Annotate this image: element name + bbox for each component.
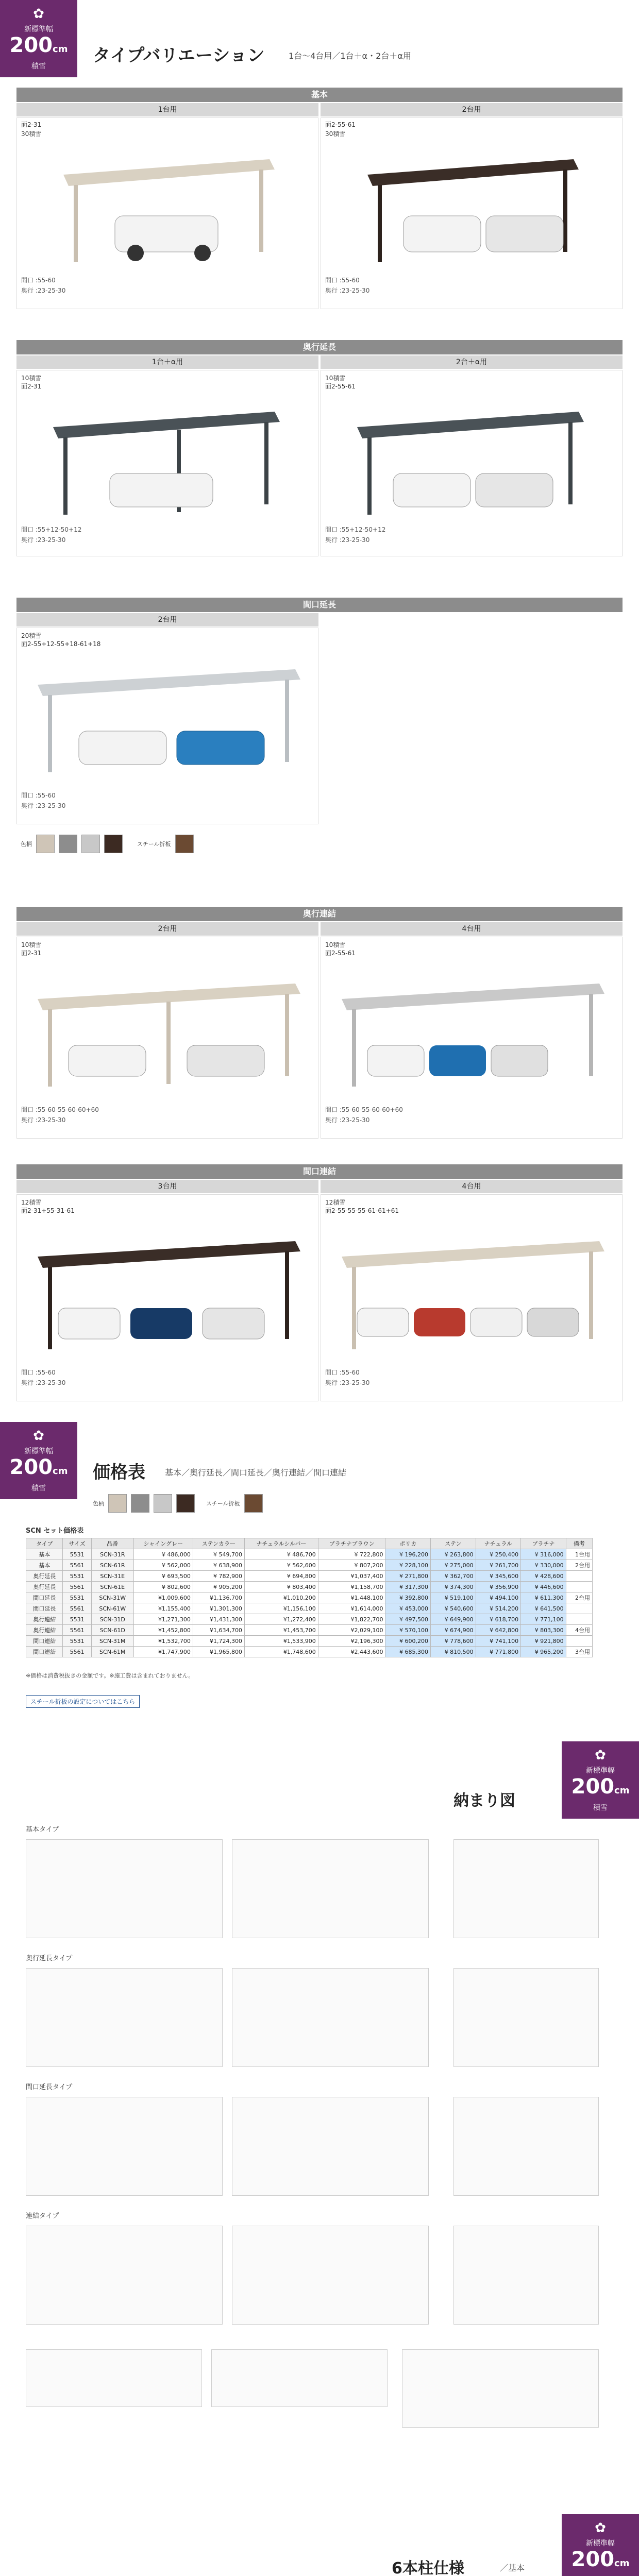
table-row <box>26 1625 593 1636</box>
table-cell: ¥1,747,900 <box>133 1647 193 1657</box>
snow-tag: 30積雪 <box>21 130 42 138</box>
table-cell: ¥ 392,800 <box>385 1592 431 1603</box>
table-cell: ¥1,010,200 <box>244 1592 318 1603</box>
meta-width: 間口 :55-60 <box>21 277 56 284</box>
table-cell: ¥ 196,200 <box>385 1549 431 1560</box>
table-header: シャイングレー <box>133 1538 193 1549</box>
carport-illustration <box>357 139 584 267</box>
table-cell: ¥ 562,000 <box>133 1560 193 1571</box>
badge-width: 200cm <box>9 33 68 57</box>
table-cell: ¥1,156,100 <box>244 1603 318 1614</box>
table-header: 備考 <box>566 1538 592 1549</box>
color-label: 色柄 <box>93 1500 104 1507</box>
table-cell: 5561 <box>63 1625 91 1636</box>
badge-width: 200cm <box>571 2548 630 2571</box>
table-cell: 5561 <box>63 1560 91 1571</box>
detail-diagram <box>402 2349 599 2428</box>
table-cell <box>566 1636 592 1647</box>
table-cell: ¥1,453,700 <box>244 1625 318 1636</box>
col-kihon-2: 2台用 <box>321 103 623 116</box>
table-cell: ¥1,452,800 <box>133 1625 193 1636</box>
meta-width: 間口 :55-60-55-60-60+60 <box>325 1106 403 1113</box>
section-label: 連結タイプ <box>26 2212 59 2220</box>
meta-depth: 奥行 :23-25-30 <box>21 1116 66 1124</box>
table-cell: ¥ 570,100 <box>385 1625 431 1636</box>
meta-depth: 奥行 :23-25-30 <box>325 1116 370 1124</box>
spec-table <box>26 2349 202 2407</box>
table-row <box>26 1614 593 1625</box>
badge-width: 200cm <box>571 1775 630 1799</box>
table-cell: ¥1,155,400 <box>133 1603 193 1614</box>
table-cell: 1台用 <box>566 1549 592 1560</box>
carport-illustration <box>337 1226 610 1360</box>
table-cell: ¥ 514,200 <box>476 1603 521 1614</box>
panel-kihon-2 <box>321 117 623 309</box>
table-row <box>26 1647 593 1657</box>
table-cell: ¥1,271,300 <box>133 1614 193 1625</box>
table-cell: ¥ 803,400 <box>244 1582 318 1592</box>
table-cell: ¥ 428,600 <box>521 1571 566 1582</box>
size-code: 面2-55+12-55+18-61+18 <box>21 640 101 648</box>
table-cell <box>566 1614 592 1625</box>
meta-width: 間口 :55-60 <box>325 277 360 284</box>
band-maguchi-renketsu: 間口連結 <box>16 1164 623 1179</box>
plan-diagram <box>232 2226 429 2325</box>
meta-width: 間口 :55-60 <box>21 792 56 799</box>
meta-depth: 奥行 :23-25-30 <box>325 536 370 544</box>
steel-roof-link[interactable]: スチール折板の設定についてはこちら <box>26 1695 140 1708</box>
meta-depth: 奥行 :23-25-30 <box>21 536 66 544</box>
table-cell: ¥ 642,800 <box>476 1625 521 1636</box>
badge-label: 新標準幅 <box>586 2539 615 2548</box>
table-cell: ¥1,614,000 <box>318 1603 385 1614</box>
panel-okuyuki-2 <box>321 370 623 556</box>
snow-tag: 12積雪 <box>325 1199 346 1206</box>
snowflake-icon: ✿ <box>33 6 44 22</box>
table-cell: ¥ 693,500 <box>133 1571 193 1582</box>
section-label: 基本タイプ <box>26 1826 59 1834</box>
table-cell: SCN-61E <box>91 1582 133 1592</box>
table-cell: ¥ 694,800 <box>244 1571 318 1582</box>
swatch-steel[interactable] <box>175 835 194 853</box>
table-cell: 間口連結 <box>26 1647 63 1657</box>
meta-width: 間口 :55+12-50+12 <box>325 526 386 533</box>
table-cell: ¥ 494,100 <box>476 1592 521 1603</box>
panel-or-1 <box>16 937 318 1139</box>
table-cell: SCN-61M <box>91 1647 133 1657</box>
table-cell: 基本 <box>26 1549 63 1560</box>
detail-diagram <box>453 2226 599 2325</box>
table-cell: SCN-31M <box>91 1636 133 1647</box>
swatch-platinum-brown[interactable] <box>104 835 123 853</box>
swatch-sten[interactable] <box>59 835 77 853</box>
table-cell: ¥ 965,200 <box>521 1647 566 1657</box>
table-cell: ¥1,272,400 <box>244 1614 318 1625</box>
six-post-tag: ／基本 <box>500 2563 525 2573</box>
snowflake-icon: ✿ <box>595 2520 606 2536</box>
table-cell: ¥1,965,800 <box>193 1647 244 1657</box>
carport-illustration <box>53 139 280 267</box>
table-header: ナチュラル <box>476 1538 521 1549</box>
table-cell: 間口延長 <box>26 1592 63 1603</box>
col-maguchi-1: 2台用 <box>16 613 318 626</box>
snow-tag: 12積雪 <box>21 1199 42 1206</box>
color-swatches <box>93 1494 263 1513</box>
size-code: 面2-31 <box>21 383 42 390</box>
col-okuyuki-1: 1台＋α用 <box>16 355 318 369</box>
table-cell: SCN-31R <box>91 1549 133 1560</box>
snow-tag: 10積雪 <box>325 941 346 948</box>
table-header: サイズ <box>63 1538 91 1549</box>
table-cell: ¥ 685,300 <box>385 1647 431 1657</box>
table-cell: ¥1,009,600 <box>133 1592 193 1603</box>
band-okuyuki: 奥行延長 <box>16 340 623 354</box>
spec-table <box>211 2349 388 2407</box>
badge-width: 200cm <box>9 1455 68 1479</box>
size-code: 面2-55-61 <box>325 950 356 957</box>
meta-width: 間口 :55-60 <box>21 1369 56 1376</box>
snow-tag: 10積雪 <box>21 375 42 382</box>
carport-illustration <box>337 968 610 1097</box>
table-cell: SCN-61R <box>91 1560 133 1571</box>
table-cell: 奥行延長 <box>26 1571 63 1582</box>
table-cell: ¥1,158,700 <box>318 1582 385 1592</box>
table-cell: 2台用 <box>566 1592 592 1603</box>
col-or-2: 4台用 <box>321 922 623 936</box>
table-cell: ¥ 356,900 <box>476 1582 521 1592</box>
table-cell: 奥行連結 <box>26 1614 63 1625</box>
table-cell: ¥ 921,800 <box>521 1636 566 1647</box>
table-cell: ¥2,196,300 <box>318 1636 385 1647</box>
table-cell: ¥ 446,600 <box>521 1582 566 1592</box>
size-code: 面2-31+55-31-61 <box>21 1207 75 1214</box>
table-header: ポリカ <box>385 1538 431 1549</box>
table-cell: ¥ 374,300 <box>431 1582 476 1592</box>
col-mr-2: 4台用 <box>321 1180 623 1193</box>
table-cell: ¥ 549,700 <box>193 1549 244 1560</box>
table-cell: 間口延長 <box>26 1603 63 1614</box>
snowflake-icon: ✿ <box>33 1428 44 1444</box>
snow-tag: 30積雪 <box>325 130 346 138</box>
table-cell: SCN-31W <box>91 1592 133 1603</box>
table-cell: ¥2,029,100 <box>318 1625 385 1636</box>
swatch-steel[interactable] <box>244 1494 263 1513</box>
swatch-platinum-brown[interactable] <box>176 1494 195 1513</box>
table-cell: 5561 <box>63 1582 91 1592</box>
table-cell: SCN-31E <box>91 1571 133 1582</box>
table-cell: ¥ 771,800 <box>476 1647 521 1657</box>
table-cell: SCN-31D <box>91 1614 133 1625</box>
table-cell: 奥行連結 <box>26 1625 63 1636</box>
size-code: 面2-55-61 <box>325 383 356 390</box>
snow-tag: 10積雪 <box>325 375 346 382</box>
meta-width: 間口 :55-60-55-60-60+60 <box>21 1106 99 1113</box>
table-cell: ¥ 638,900 <box>193 1560 244 1571</box>
detail-diagram <box>453 1968 599 2067</box>
snow-badge <box>562 1741 639 1819</box>
table-cell: ¥ 271,800 <box>385 1571 431 1582</box>
price-table <box>26 1538 593 1657</box>
table-cell: ¥1,748,600 <box>244 1647 318 1657</box>
size-code: 面2-55-55-55-61-61+61 <box>325 1207 399 1214</box>
table-cell: ¥ 771,100 <box>521 1614 566 1625</box>
table-cell: ¥1,136,700 <box>193 1592 244 1603</box>
panel-kihon-1 <box>16 117 318 309</box>
table-cell: ¥ 519,100 <box>431 1592 476 1603</box>
table-cell: ¥1,431,300 <box>193 1614 244 1625</box>
meta-depth: 奥行 :23-25-30 <box>21 1379 66 1386</box>
table-cell: ¥ 803,300 <box>521 1625 566 1636</box>
table-cell: 5531 <box>63 1636 91 1647</box>
price-note: ※価格は消費税抜きの金額です。※施工費は含まれておりません。 <box>26 1672 194 1679</box>
meta-depth: 奥行 :23-25-30 <box>21 287 66 294</box>
elevation-diagram <box>26 1968 223 2067</box>
table-cell: ¥ 497,500 <box>385 1614 431 1625</box>
table-cell: ¥ 802,600 <box>133 1582 193 1592</box>
plan-diagram <box>232 2097 429 2196</box>
table-title: SCN セット価格表 <box>26 1527 84 1535</box>
table-cell: ¥1,532,700 <box>133 1636 193 1647</box>
table-cell <box>566 1582 592 1592</box>
table-cell: ¥ 611,300 <box>521 1592 566 1603</box>
table-cell: 奥行延長 <box>26 1582 63 1592</box>
table-cell: ¥ 810,500 <box>431 1647 476 1657</box>
table-header: ステンカラー <box>193 1538 244 1549</box>
table-row <box>26 1636 593 1647</box>
badge-snow: 積雪 <box>31 62 46 71</box>
table-cell: ¥ 778,600 <box>431 1636 476 1647</box>
osamari-title: 納まり図 <box>453 1792 515 1810</box>
band-kihon: 基本 <box>16 88 623 102</box>
table-cell: ¥ 486,000 <box>133 1549 193 1560</box>
price-title: 価格表 <box>93 1462 145 1483</box>
table-cell: 5531 <box>63 1592 91 1603</box>
meta-depth: 奥行 :23-25-30 <box>325 287 370 294</box>
carport-illustration <box>48 396 285 520</box>
section-label: 間口延長タイプ <box>26 2083 73 2091</box>
table-row <box>26 1571 593 1582</box>
table-row <box>26 1592 593 1603</box>
material-label: スチール折板 <box>206 1500 240 1507</box>
table-cell: ¥1,634,700 <box>193 1625 244 1636</box>
table-cell: ¥ 345,600 <box>476 1571 521 1582</box>
table-cell: ¥ 641,500 <box>521 1603 566 1614</box>
swatch-shine-gray[interactable] <box>36 835 55 853</box>
table-cell: ¥1,037,400 <box>318 1571 385 1582</box>
table-cell: 4台用 <box>566 1625 592 1636</box>
table-cell: ¥2,443,600 <box>318 1647 385 1657</box>
table-cell: ¥ 905,200 <box>193 1582 244 1592</box>
col-kihon-1: 1台用 <box>16 103 318 116</box>
plan-diagram <box>232 1968 429 2067</box>
table-cell: 5561 <box>63 1647 91 1657</box>
table-cell: ¥ 317,300 <box>385 1582 431 1592</box>
badge-label: 新標準幅 <box>24 1447 53 1455</box>
table-cell: ¥ 649,900 <box>431 1614 476 1625</box>
table-header: ナチュラルシルバー <box>244 1538 318 1549</box>
badge-snow: 積雪 <box>31 1484 46 1493</box>
table-cell: ¥1,533,900 <box>244 1636 318 1647</box>
band-okuyuki-renketsu: 奥行連結 <box>16 907 623 921</box>
col-okuyuki-2: 2台＋α用 <box>321 355 623 369</box>
table-cell: ¥ 540,600 <box>431 1603 476 1614</box>
panel-mr-2 <box>321 1194 623 1401</box>
swatch-natural-silver[interactable] <box>81 835 100 853</box>
badge-snow: 積雪 <box>593 1804 608 1812</box>
table-cell: 5531 <box>63 1549 91 1560</box>
table-cell: SCN-61D <box>91 1625 133 1636</box>
table-cell: ¥ 674,900 <box>431 1625 476 1636</box>
table-cell: ¥1,724,300 <box>193 1636 244 1647</box>
swatch-natural-silver[interactable] <box>154 1494 172 1513</box>
band-maguchi: 間口延長 <box>16 598 623 612</box>
table-cell: ¥1,822,700 <box>318 1614 385 1625</box>
carport-illustration <box>32 1226 306 1360</box>
table-cell: ¥ 618,700 <box>476 1614 521 1625</box>
panel-or-2 <box>321 937 623 1139</box>
carport-illustration <box>32 968 306 1097</box>
badge-label: 新標準幅 <box>586 1767 615 1775</box>
table-cell: ¥ 562,600 <box>244 1560 318 1571</box>
table-cell: ¥ 722,800 <box>318 1549 385 1560</box>
table-cell: ¥ 362,700 <box>431 1571 476 1582</box>
meta-width: 間口 :55-60 <box>325 1369 360 1376</box>
plan-diagram <box>232 1839 429 1938</box>
table-cell <box>566 1603 592 1614</box>
type-variation-title: タイプバリエーション <box>93 45 265 66</box>
table-cell: 3台用 <box>566 1647 592 1657</box>
table-row <box>26 1560 593 1571</box>
table-header: プラチナ <box>521 1538 566 1549</box>
panel-mr-1 <box>16 1194 318 1401</box>
detail-diagram <box>453 1839 599 1938</box>
table-cell: 間口連結 <box>26 1636 63 1647</box>
six-post-title: 6本柱仕様 <box>392 2560 464 2576</box>
badge-label: 新標準幅 <box>24 25 53 33</box>
table-cell: 5561 <box>63 1603 91 1614</box>
table-cell: ¥1,448,100 <box>318 1592 385 1603</box>
table-cell: SCN-61W <box>91 1603 133 1614</box>
snow-badge <box>0 1422 77 1499</box>
col-mr-1: 3台用 <box>16 1180 318 1193</box>
table-cell: 5531 <box>63 1571 91 1582</box>
carport-illustration <box>352 396 589 520</box>
table-header: ステン <box>431 1538 476 1549</box>
table-cell: ¥ 486,700 <box>244 1549 318 1560</box>
table-cell: ¥ 228,100 <box>385 1560 431 1571</box>
table-cell: ¥ 600,200 <box>385 1636 431 1647</box>
table-row <box>26 1603 593 1614</box>
col-or-1: 2台用 <box>16 922 318 936</box>
table-cell: ¥ 741,100 <box>476 1636 521 1647</box>
table-cell: ¥ 250,400 <box>476 1549 521 1560</box>
table-header: 品番 <box>91 1538 133 1549</box>
type-variation-subtitle: 1台〜4台用／1台＋α・2台＋α用 <box>289 51 411 61</box>
table-cell: ¥1,301,300 <box>193 1603 244 1614</box>
panel-maguchi-1 <box>16 628 318 824</box>
table-header: プラチナブラウン <box>318 1538 385 1549</box>
elevation-diagram <box>26 2097 223 2196</box>
table-header: タイプ <box>26 1538 63 1549</box>
meta-depth: 奥行 :23-25-30 <box>325 1379 370 1386</box>
swatch-shine-gray[interactable] <box>108 1494 127 1513</box>
swatch-sten[interactable] <box>131 1494 149 1513</box>
size-code: 面2-31 <box>21 121 42 128</box>
meta-depth: 奥行 :23-25-30 <box>21 802 66 809</box>
table-cell: ¥ 261,700 <box>476 1560 521 1571</box>
detail-diagram <box>453 2097 599 2196</box>
table-cell: ¥ 316,000 <box>521 1549 566 1560</box>
section-label: 奥行延長タイプ <box>26 1955 73 1962</box>
table-cell: ¥ 275,000 <box>431 1560 476 1571</box>
size-code: 面2-55-61 <box>325 121 356 128</box>
snow-tag: 10積雪 <box>21 941 42 948</box>
table-cell: 基本 <box>26 1560 63 1571</box>
table-cell: ¥ 330,000 <box>521 1560 566 1571</box>
price-subtitle: 基本／奥行延長／間口延長／奥行連結／間口連結 <box>165 1468 347 1478</box>
table-cell <box>566 1571 592 1582</box>
table-cell: ¥ 807,200 <box>318 1560 385 1571</box>
snow-badge <box>0 0 77 77</box>
table-cell: ¥ 263,800 <box>431 1549 476 1560</box>
table-row <box>26 1582 593 1592</box>
material-label: スチール折板 <box>137 841 171 848</box>
table-cell: 5531 <box>63 1614 91 1625</box>
snowflake-icon: ✿ <box>595 1748 606 1763</box>
snow-tag: 20積雪 <box>21 632 42 639</box>
color-label: 色柄 <box>21 841 32 848</box>
elevation-diagram <box>26 2226 223 2325</box>
table-cell: 2台用 <box>566 1560 592 1571</box>
elevation-diagram <box>26 1839 223 1938</box>
table-cell: ¥ 782,900 <box>193 1571 244 1582</box>
panel-okuyuki-1 <box>16 370 318 556</box>
size-code: 面2-31 <box>21 950 42 957</box>
color-swatches <box>21 835 194 853</box>
table-cell: ¥ 453,000 <box>385 1603 431 1614</box>
snow-badge <box>562 2514 639 2576</box>
table-row <box>26 1549 593 1560</box>
meta-width: 間口 :55+12-50+12 <box>21 526 82 533</box>
carport-illustration <box>32 654 306 783</box>
